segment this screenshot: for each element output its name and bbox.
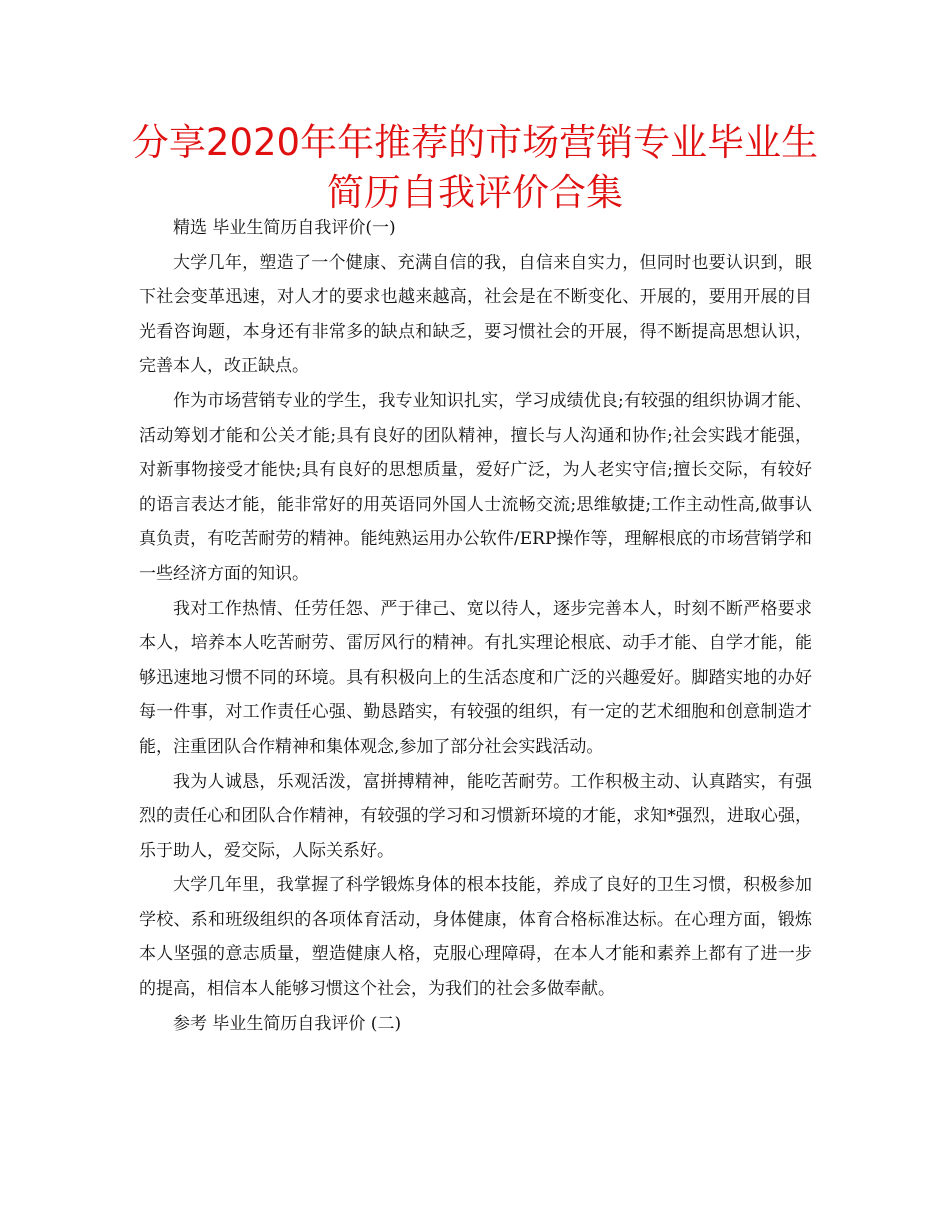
paragraph-4: 我为人诚恳，乐观活泼，富拼搏精神，能吃苦耐劳。工作积极主动、认真踏实，有强烈的责任心和团队合作精神，有较强的学习和习惯新环境的才能，求知*强烈，进取心强，乐于助人，爱交际，人际关系好。 bbox=[139, 771, 812, 861]
title-line-2: 简历自我评价合集 bbox=[327, 171, 623, 214]
paragraph-1: 大学几年，塑造了一个健康、充满自信的我，自信来自实力，但同时也要认识到，眼下社会变革迅速，对人才的要求也越来越高，社会是在不断变化、开展的，要用开展的目光看咨询题，本身还有非常多的缺点和缺乏，要习惯社会的开展，得不断提高思想认识，完善本人，改正缺点。 bbox=[139, 252, 812, 377]
paragraph-2: 作为市场营销专业的学生，我专业知识扎实，学习成绩优良;有较强的组织协调才能、活动筹划才能和公关才能;具有良好的团队精神，擅长与人沟通和协作;社会实践才能强，对新事物接受才能快;具有良好的思想质量，爱好广泛，为人老实守信;擅长交际，有较好的语言表达才能，能非常好的用英语同外国人士流畅交流;思维敏捷;工作主动性高,做事认真负责，有吃苦耐劳的精神。能纯熟运用办公软件/ERP操作等，理解根底的市场营销学和一些经济方面的知识。 bbox=[139, 390, 812, 584]
section-heading-2: 参考 毕业生简历自我评价 (二) bbox=[173, 1013, 402, 1034]
document-body bbox=[139, 211, 812, 1041]
document-title bbox=[100, 118, 850, 218]
section-heading-1: 精选 毕业生简历自我评价(一) bbox=[173, 218, 396, 238]
title-line-1: 分享2020年年推荐的市场营销专业毕业生 bbox=[131, 121, 819, 164]
paragraph-5: 大学几年里，我掌握了科学锻炼身体的根本技能，养成了良好的卫生习惯，积极参加学校、系和班级组织的各项体育活动，身体健康，体育合格标准达标。在心理方面，锻炼本人坚强的意志质量，塑造健康人格，克服心理障碍，在本人才能和素养上都有了进一步的提高，相信本人能够习惯这个社会，为我们的社会多做奉献。 bbox=[139, 875, 812, 1000]
paragraph-3: 我对工作热情、任劳任怨、严于律己、宽以待人，逐步完善本人，时刻不断严格要求本人，培养本人吃苦耐劳、雷厉风行的精神。有扎实理论根底、动手才能、自学才能，能够迅速地习惯不同的环境。具有积极向上的生活态度和广泛的兴趣爱好。脚踏实地的办好每一件事，对工作责任心强、勤恳踏实，有较强的组织，有一定的艺术细胞和创意制造才能，注重团队合作精神和集体观念,参加了部分社会实践活动。 bbox=[139, 598, 812, 757]
